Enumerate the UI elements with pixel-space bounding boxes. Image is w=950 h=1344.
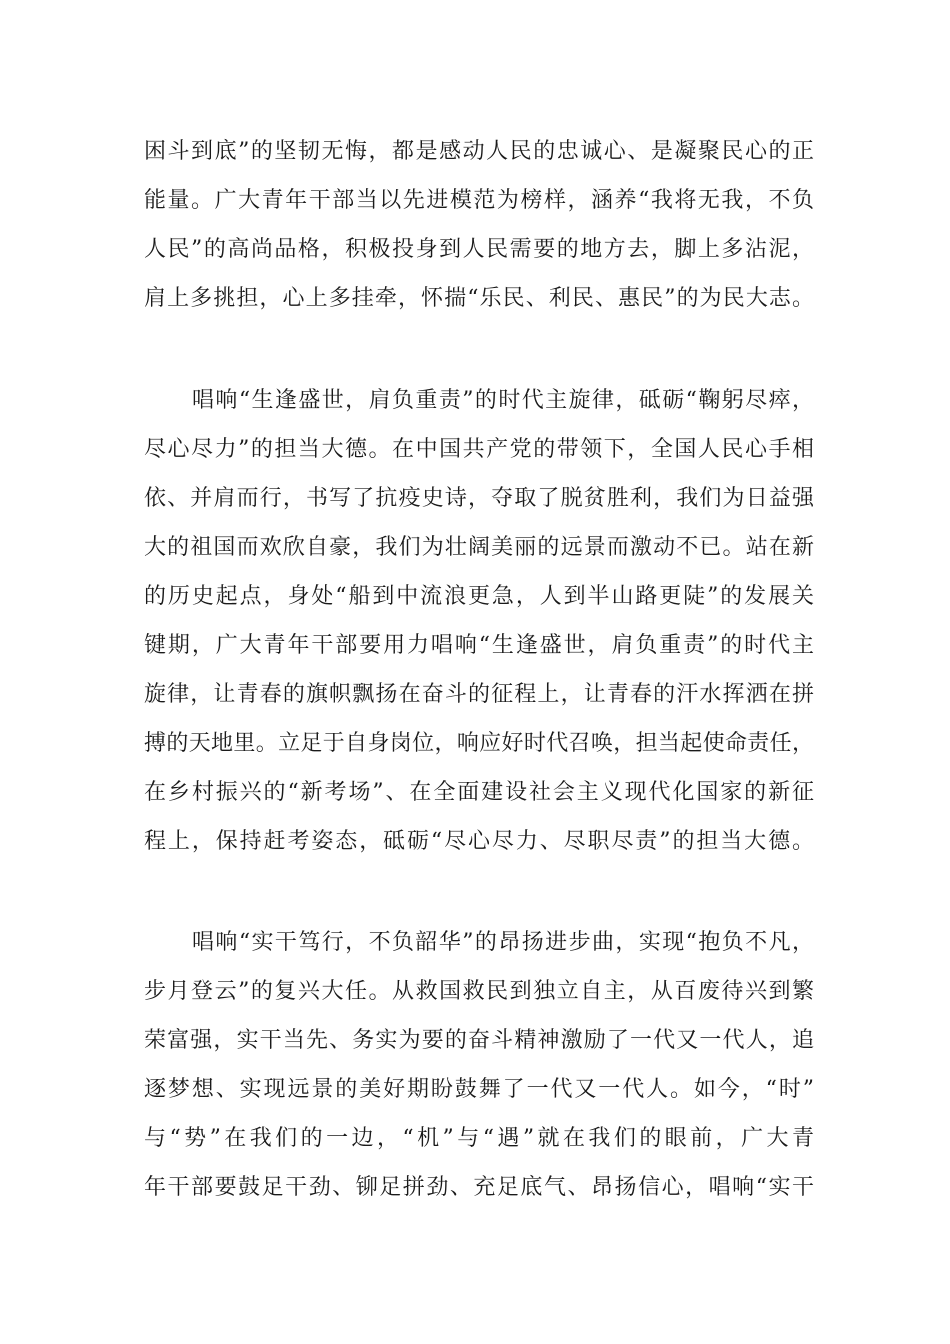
paragraph-2-line-4: 大的祖国而欢欣自豪，我们为壮阔美丽的远景而激动不已。站在新 xyxy=(144,535,814,560)
paragraph-2-line-9: 在乡村振兴的“新考场”、在全面建设社会主义现代化国家的新征 xyxy=(144,780,814,805)
paragraph-2-line-7: 旋律，让青春的旗帜飘扬在奋斗的征程上，让青春的汗水挥洒在拼 xyxy=(144,682,814,707)
paragraph-2-line-10: 程上，保持赶考姿态，砥砺“尽心尽力、尽职尽责”的担当大德。 xyxy=(144,829,814,854)
paragraph-3-line-3: 荣富强，实干当先、务实为要的奋斗精神激励了一代又一代人，追 xyxy=(144,1028,814,1053)
paragraph-3-line-5: 与“势”在我们的一边，“机”与“遇”就在我们的眼前，广大青 xyxy=(144,1126,814,1151)
paragraph-1-line-1: 困斗到底”的坚韧无悔，都是感动人民的忠诚心、是凝聚民心的正 xyxy=(144,139,814,164)
paragraph-2-line-2: 尽心尽力”的担当大德。在中国共产党的带领下，全国人民心手相 xyxy=(144,437,814,462)
paragraph-2-line-1: 唱响“生逢盛世，肩负重责”的时代主旋律，砥砺“鞠躬尽瘁， xyxy=(192,388,814,413)
paragraph-2-line-3: 依、并肩而行，书写了抗疫史诗，夺取了脱贫胜利，我们为日益强 xyxy=(144,486,814,511)
paragraph-1-line-4: 肩上多挑担，心上多挂牵，怀揣“乐民、利民、惠民”的为民大志。 xyxy=(144,286,814,311)
paragraph-2-line-8: 搏的天地里。立足于自身岗位，响应好时代召唤，担当起使命责任， xyxy=(144,731,814,756)
paragraph-3-line-6: 年干部要鼓足干劲、铆足拼劲、充足底气、昂扬信心，唱响“实干 xyxy=(144,1175,814,1200)
paragraph-2-line-6: 键期，广大青年干部要用力唱响“生逢盛世，肩负重责”的时代主 xyxy=(144,633,814,658)
paragraph-1-line-3: 人民”的高尚品格，积极投身到人民需要的地方去，脚上多沾泥， xyxy=(144,237,814,262)
paragraph-2-line-5: 的历史起点，身处“船到中流浪更急，人到半山路更陡”的发展关 xyxy=(144,584,814,609)
paragraph-3-line-2: 步月登云”的复兴大任。从救国救民到独立自主，从百废待兴到繁 xyxy=(144,979,814,1004)
paragraph-3-line-1: 唱响“实干笃行，不负韶华”的昂扬进步曲，实现“抱负不凡， xyxy=(192,930,814,955)
paragraph-1-line-2: 能量。广大青年干部当以先进模范为榜样，涵养“我将无我，不负 xyxy=(144,188,814,213)
paragraph-3-line-4: 逐梦想、实现远景的美好期盼鼓舞了一代又一代人。如今，“时” xyxy=(144,1077,814,1102)
